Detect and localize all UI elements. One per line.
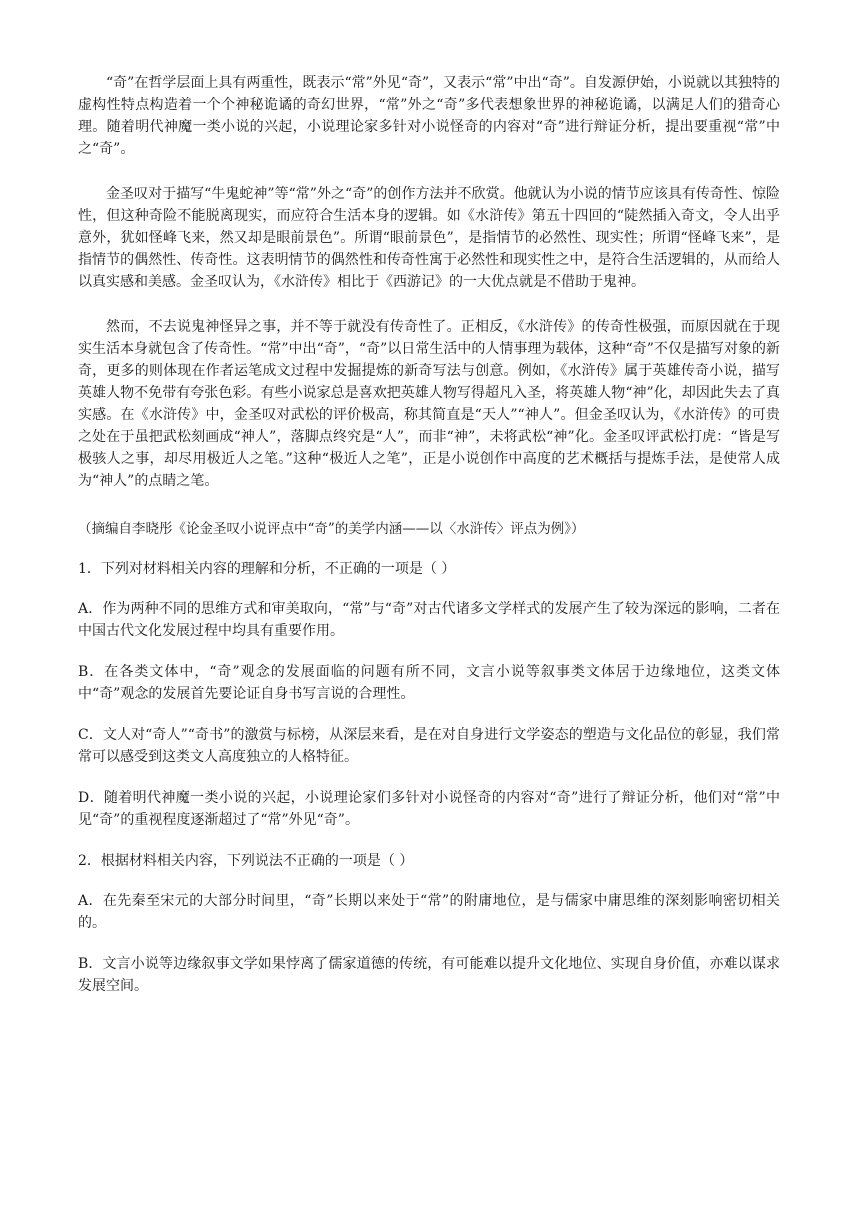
article-source-citation: （摘编自李晓彤《论金圣叹小说评点中“奇”的美学内涵——以〈水浒传〉评点为例》） [78,521,585,537]
question-2-option-a: A．在先秦至宋元的大部分时间里，“奇”长期以来处于“常”的附庸地位，是与儒家中庸思维的深刻影响密切相关的。 [78,893,780,931]
question-1-stem: 1．下列对材料相关内容的理解和分析，不正确的一项是（ ） [78,561,456,577]
article-paragraph-3: 然而，不去说鬼神怪异之事，并不等于就没有传奇性了。正相反，《水浒传》的传奇性极强，而原因就在于现实生活本身就包含了传奇性。“常”中出“奇”，“奇”以日常生活中的人情事理为载体，这种“奇”不仅是描写对象的新奇，更多的则体现在作者运笔成文过程中发掘提炼的新奇写法与创意。例如，《水浒传》属于英雄传奇小说，描写英雄人物不免带有夸张色彩。有些小说家总是喜欢把英雄人物写得超凡入圣，将英雄人物“神”化，却因此失去了真实感。在《水浒传》中，金圣叹对武松的评价极高，称其简直是“天人”“神人”。但金圣叹认为，《水浒传》的可贵之处在于虽把武松刻画成“神人”，落脚点终究是“人”，而非“神”，未将武松“神”化。金圣叹评武松打虎：“皆是写极骇人之事，却尽用极近人之笔。”这种“极近人之笔”，正是小说创作中高度的艺术概括与提炼手法，是使常人成为“神人”的点睛之笔。 [78,319,780,489]
article-paragraph-2: 金圣叹对于描写“牛鬼蛇神”等“常”外之“奇”的创作方法并不欣赏。他就认为小说的情节应该具有传奇性、惊险性，但这种奇险不能脱离现实，而应符合生活本身的逻辑。如《水浒传》第五十四回的“陡然插入奇文，令人出乎意外，犹如怪峰飞来，然又却是眼前景色”。所谓“眼前景色”，是指情节的必然性、现实性；所谓“怪峰飞来”，是指情节的偶然性、传奇性。这表明情节的偶然性和传奇性寓于必然性和现实性之中，是符合生活逻辑的，从而给人以真实感和美感。金圣叹认为，《水浒传》相比于《西游记》的一大优点就是不借助于鬼神。 [78,186,780,290]
question-2-option-b: B．文言小说等边缘叙事文学如果悖离了儒家道德的传统，有可能难以提升文化地位、实现自身价值，亦难以谋求发展空间。 [78,956,780,994]
question-1-option-c: C．文人对“奇人”“奇书”的激赏与标榜，从深层来看，是在对自身进行文学姿态的塑造与文化品位的彰显，我们常常可以感受到这类文人高度独立的人格特征。 [78,727,780,765]
question-1-option-d: D．随着明代神魔一类小说的兴起，小说理论家们多针对小说怪奇的内容对“奇”进行了辩证分析，他们对“常”中见“奇”的重视程度逐渐超过了“常”外见“奇”。 [78,790,780,828]
question-1-option-a: A．作为两种不同的思维方式和审美取向，“常”与“奇”对古代诸多文学样式的发展产生了较为深远的影响，二者在中国古代文化发展过程中均具有重要作用。 [78,601,780,639]
question-1-option-b: B．在各类文体中，“奇”观念的发展面临的问题有所不同，文言小说等叙事类文体居于边缘地位，这类文体中“奇”观念的发展首先要论证自身书写言说的合理性。 [78,664,780,702]
document-page [78,72,780,1016]
question-2-stem: 2．根据材料相关内容，下列说法不正确的一项是（ ） [78,853,414,869]
article-paragraph-1: “奇”在哲学层面上具有两重性，既表示“常”外见“奇”，又表示“常”中出“奇”。自发源伊始，小说就以其独特的虚构性特点构造着一个个神秘诡谲的奇幻世界，“常”外之“奇”多代表想象世界的神秘诡谲，以满足人们的猎奇心理。随着明代神魔一类小说的兴起，小说理论家多针对小说怪奇的内容对“奇”进行辩证分析，提出要重视“常”中之“奇”。 [78,75,780,157]
